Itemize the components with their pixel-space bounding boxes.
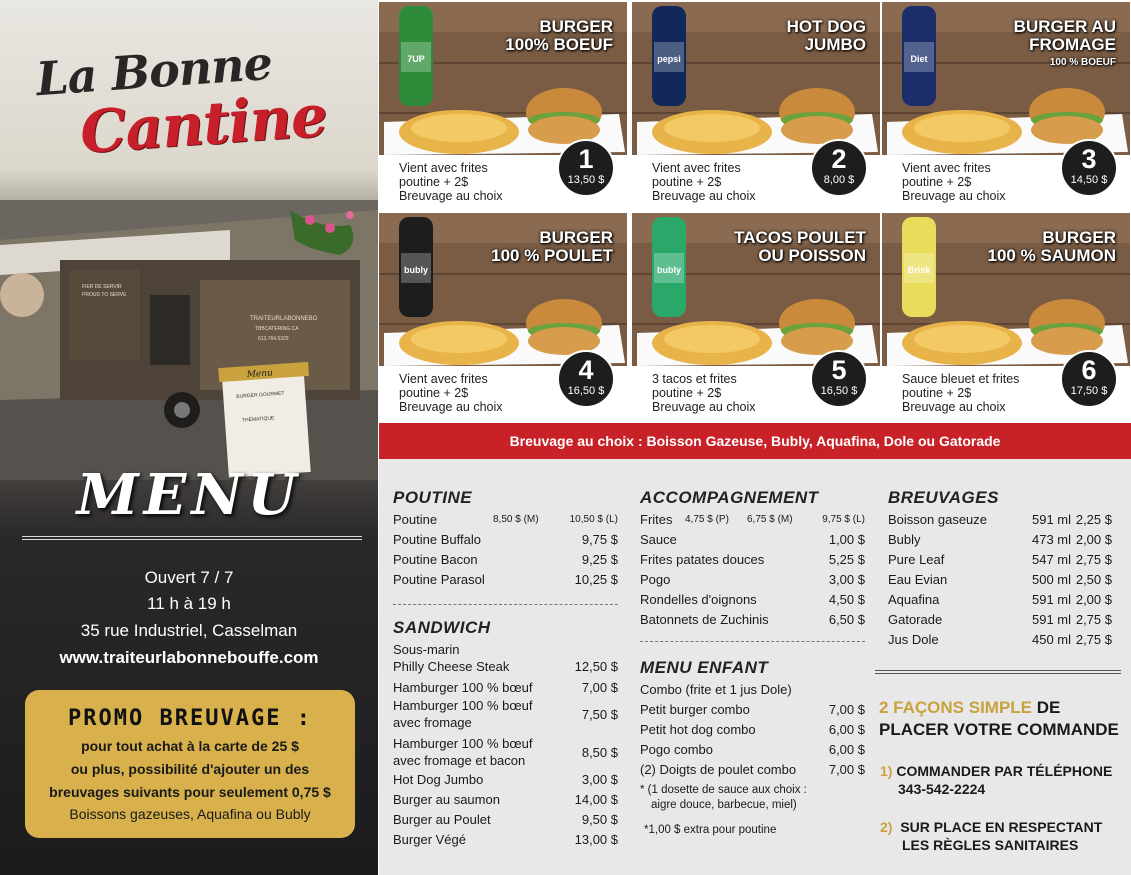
item-price: 2,75 $ xyxy=(1075,552,1112,567)
enfant-note-1: * (1 dosette de sauce aux choix : xyxy=(640,784,807,796)
item-price: 9,25 $ xyxy=(581,552,618,567)
item-size: 591 ml xyxy=(1032,592,1072,607)
item-name: Pogo xyxy=(640,572,671,587)
menu-row xyxy=(393,659,618,679)
website-link[interactable]: www.traiteurlabonnebouffe.com xyxy=(59,648,319,667)
item-price: 7,00 $ xyxy=(581,680,618,695)
item-name: Bubly xyxy=(888,532,921,547)
item-name: Pogo combo xyxy=(640,742,713,757)
item-name: Frites patates douces xyxy=(640,552,765,567)
combo-price-badge xyxy=(810,139,868,197)
item-price-l: 9,75 $ (L) xyxy=(822,514,865,525)
truck-sign-1: FIER DE SERVIR xyxy=(82,284,122,290)
item-price: 9,75 $ xyxy=(581,532,618,547)
item-price: 5,25 $ xyxy=(828,552,865,567)
combo-number: 6 xyxy=(1081,355,1097,385)
combo-title-line1: TACOS POULET xyxy=(734,228,866,247)
combo-price: 16,50 $ xyxy=(820,385,858,397)
item-name: Gatorade xyxy=(888,612,943,627)
menu-row xyxy=(393,745,618,773)
combo-title-line1: BURGER xyxy=(539,17,613,36)
item-name: Hamburger 100 % bœuf xyxy=(393,736,533,751)
drinks-choice-band: Breuvage au choix : Boisson Gazeuse, Bubly, Aquafina, Dole ou Gatorade xyxy=(379,423,1131,459)
combo-description xyxy=(902,161,1006,203)
item-price: 3,00 $ xyxy=(581,772,618,787)
item-size: 547 ml xyxy=(1032,552,1072,567)
combo-price: 8,00 $ xyxy=(823,174,855,186)
item-name: Jus Dole xyxy=(888,632,939,647)
item-name: Boisson gaseuze xyxy=(888,512,988,527)
item-price: 12,50 $ xyxy=(574,659,618,674)
divider-double xyxy=(22,536,362,540)
combo-desc-line: poutine + 2$ xyxy=(399,175,469,189)
step2-text2: LES RÈGLES SANITAIRES xyxy=(902,837,1079,853)
combo-title xyxy=(505,18,613,54)
combo-number: 2 xyxy=(831,144,847,174)
combo-price: 14,50 $ xyxy=(1070,174,1108,186)
enfant-note-3: *1,00 $ extra pour poutine xyxy=(644,824,777,836)
combo-description xyxy=(399,372,503,414)
item-name: (2) Doigts de poulet combo xyxy=(640,762,797,777)
item-name: Petit hot dog combo xyxy=(640,722,756,737)
section-title-enfant: MENU ENFANT xyxy=(640,658,769,677)
promo-box xyxy=(25,690,355,838)
item-price-p: 4,75 $ (P) xyxy=(685,514,729,525)
board-title: Menu xyxy=(246,368,274,381)
menu-row xyxy=(393,832,618,852)
dashed-divider xyxy=(640,641,865,642)
item-price: 2,25 $ xyxy=(1075,512,1112,527)
combo-tile[interactable] xyxy=(632,213,880,418)
combo-desc-line: Sauce bleuet et frites xyxy=(902,372,1020,386)
menu-row xyxy=(888,552,1112,572)
menu-row xyxy=(640,512,865,532)
bottle-label: Brisk xyxy=(907,265,931,275)
item-price: 2,75 $ xyxy=(1075,612,1112,627)
menu-row xyxy=(640,682,865,702)
item-name: Burger au Poulet xyxy=(393,812,491,827)
menu-row xyxy=(640,742,865,762)
combo-price: 13,50 $ xyxy=(567,174,605,186)
menu-row xyxy=(393,552,618,572)
item-price: 2,75 $ xyxy=(1075,632,1112,647)
menu-row xyxy=(393,512,618,532)
combo-number: 5 xyxy=(831,355,847,385)
combo-title-line2: JUMBO xyxy=(804,35,866,54)
combo-price-badge xyxy=(810,350,868,408)
item-name: Frites xyxy=(640,512,673,527)
promo-title: PROMO BREUVAGE : xyxy=(68,706,312,731)
truck-text-3: 613.764.5329 xyxy=(258,336,289,342)
section-title-sandwich: SANDWICH xyxy=(393,618,491,637)
item-name: Rondelles d'oignons xyxy=(640,592,757,607)
item-size: 591 ml xyxy=(1032,612,1072,627)
item-price-m: 6,75 $ (M) xyxy=(747,514,793,525)
combo-desc-line: Breuvage au choix xyxy=(652,189,756,203)
item-price: 2,00 $ xyxy=(1075,532,1112,547)
combo-price: 17,50 $ xyxy=(1070,385,1108,397)
item-name: Batonnets de Zuchinis xyxy=(640,612,769,627)
combo-price-badge xyxy=(557,139,615,197)
combo-title-line3: 100 % BOEUF xyxy=(1049,57,1116,68)
dashed-divider xyxy=(393,604,618,605)
item-name: Hamburger 100 % bœuf xyxy=(393,680,533,695)
item-price: 2,50 $ xyxy=(1075,572,1112,587)
menu-row xyxy=(640,572,865,592)
combo-title xyxy=(1014,18,1116,72)
brand-logo-line1: La Bonne xyxy=(34,35,274,107)
item-size: 500 ml xyxy=(1032,572,1072,587)
enfant-note-2: aigre douce, barbecue, miel) xyxy=(651,799,797,811)
combo-desc-line: Breuvage au choix xyxy=(399,189,503,203)
menu-row xyxy=(888,572,1112,592)
item-size: 473 ml xyxy=(1032,532,1072,547)
item-name: Poutine Bacon xyxy=(393,552,478,567)
howto-title-line2: PLACER VOTRE COMMANDE xyxy=(879,720,1119,739)
item-price: 8,50 $ xyxy=(581,745,618,760)
menu-row xyxy=(393,772,618,792)
item-name: Aquafina xyxy=(888,592,940,607)
promo-line-3: breuvages suivants pour seulement 0,75 $ xyxy=(49,784,331,800)
combo-description xyxy=(399,161,503,203)
menu-row xyxy=(640,702,865,722)
promo-line-2: ou plus, possibilité d'ajouter un des xyxy=(70,761,310,777)
combo-title-line2: OU POISSON xyxy=(758,246,866,265)
item-size: 450 ml xyxy=(1032,632,1072,647)
bottle-label: bubly xyxy=(404,265,428,275)
item-name: Hot Dog Jumbo xyxy=(393,772,484,787)
combo-tile[interactable] xyxy=(379,2,627,207)
item-size: 591 ml xyxy=(1032,512,1072,527)
hours-time: 11 h à 19 h xyxy=(147,594,231,613)
combo-title xyxy=(734,229,866,265)
howto-step-onsite xyxy=(880,818,1102,854)
howto-title xyxy=(879,697,1119,741)
menu-row xyxy=(640,762,865,782)
combo-title xyxy=(491,229,613,265)
combo-desc-line: Vient avec frites xyxy=(399,372,488,386)
phone-number[interactable]: 343-542-2224 xyxy=(898,781,986,797)
combo-tile[interactable] xyxy=(632,2,880,207)
truck-text-2: TBBCATERING.CA xyxy=(255,326,299,332)
item-name: Pure Leaf xyxy=(888,552,945,567)
item-price-l: 10,50 $ (L) xyxy=(569,514,618,525)
step1-number: 1) xyxy=(880,763,893,779)
bottle-label: bubly xyxy=(657,265,681,275)
truck-sign-2: PROUD TO SERVE xyxy=(82,292,127,298)
item-name-line2: avec fromage xyxy=(393,715,472,730)
menu-row xyxy=(640,552,865,572)
board-line-1: BURGER GOURMET xyxy=(236,390,285,400)
item-price: 1,00 $ xyxy=(828,532,865,547)
combo-price: 16,50 $ xyxy=(567,385,605,397)
combo-title-line2: FROMAGE xyxy=(1029,35,1116,54)
combo-desc-line: Vient avec frites xyxy=(652,161,741,175)
combo-desc-line: poutine + 2$ xyxy=(652,175,722,189)
menu-row xyxy=(888,512,1112,532)
item-name: Poutine Buffalo xyxy=(393,532,481,547)
bottle-label: pepsi xyxy=(657,54,681,64)
menu-row xyxy=(640,722,865,742)
promo-line-4: Boissons gazeuses, Aquafina ou Bubly xyxy=(69,806,311,822)
menu-row xyxy=(888,612,1112,632)
menu-row xyxy=(393,532,618,552)
menu-row xyxy=(393,812,618,832)
hours-days: Ouvert 7 / 7 xyxy=(144,568,234,587)
howto-divider xyxy=(875,670,1121,674)
menu-row xyxy=(393,792,618,812)
item-price: 3,00 $ xyxy=(828,572,865,587)
step2-number: 2) xyxy=(880,819,893,835)
item-name: Sauce xyxy=(640,532,677,547)
menu-row xyxy=(640,592,865,612)
combo-desc-line: Breuvage au choix xyxy=(902,400,1006,414)
enfant-subtitle: Combo (frite et 1 jus Dole) xyxy=(640,682,792,697)
section-title-poutine: POUTINE xyxy=(393,488,473,507)
combo-desc-line: Breuvage au choix xyxy=(902,189,1006,203)
left-panel xyxy=(0,0,378,875)
menu-row xyxy=(888,532,1112,552)
combo-description xyxy=(652,161,756,203)
combo-price-badge xyxy=(557,350,615,408)
item-name: Eau Evian xyxy=(888,572,948,587)
item-price: 10,25 $ xyxy=(574,572,618,587)
promo-line-1: pour tout achat à la carte de 25 $ xyxy=(81,738,299,754)
item-price: 14,00 $ xyxy=(574,792,618,807)
item-name: Burger Végé xyxy=(393,832,466,847)
board-line-2: THÉMATIQUE xyxy=(241,415,275,424)
item-name: Hamburger 100 % bœuf xyxy=(393,698,533,713)
brand-logo-line2: Cantine xyxy=(77,81,329,167)
bottle-label: Diet xyxy=(910,54,928,64)
combo-title xyxy=(787,18,866,54)
combo-number: 1 xyxy=(578,144,594,174)
item-price: 9,50 $ xyxy=(581,812,618,827)
step1-text: COMMANDER PAR TÉLÉPHONE xyxy=(896,763,1113,779)
howto-title-gold: 2 FAÇONS SIMPLE xyxy=(879,698,1033,717)
item-name: Poutine Parasol xyxy=(393,572,485,587)
section-title-accompagnement: ACCOMPAGNEMENT xyxy=(640,488,819,507)
combo-desc-line: Vient avec frites xyxy=(399,161,488,175)
combo-desc-line: Vient avec frites xyxy=(902,161,991,175)
menu-row xyxy=(888,632,1112,652)
item-price: 2,00 $ xyxy=(1075,592,1112,607)
menu-title: MENU xyxy=(76,462,302,528)
item-price: 7,50 $ xyxy=(581,707,618,722)
menu-row xyxy=(393,680,618,700)
combo-title-line2: 100 % POULET xyxy=(491,246,613,265)
item-price: 13,00 $ xyxy=(574,832,618,847)
step2-text: SUR PLACE EN RESPECTANT xyxy=(900,819,1103,835)
item-price: 7,00 $ xyxy=(828,702,865,717)
menu-row xyxy=(393,707,618,735)
combo-desc-line: poutine + 2$ xyxy=(902,175,972,189)
item-name-line2: avec fromage et bacon xyxy=(393,753,526,768)
item-name-line2: Philly Cheese Steak xyxy=(393,659,510,674)
menu-row xyxy=(640,612,865,632)
item-name: Sous-marin xyxy=(393,642,460,657)
combo-title-line1: BURGER xyxy=(539,228,613,247)
truck-text-1: TRAITEURLABONNEBO xyxy=(250,316,318,322)
howto-step-phone xyxy=(880,762,1112,798)
combo-desc-line: poutine + 2$ xyxy=(652,386,722,400)
menu-row xyxy=(640,532,865,552)
item-price: 6,00 $ xyxy=(828,742,865,757)
menu-row xyxy=(393,572,618,592)
combo-title-line2: 100% BOEUF xyxy=(505,35,613,54)
combo-title-line1: HOT DOG xyxy=(786,17,866,36)
combo-desc-line: Breuvage au choix xyxy=(399,400,503,414)
item-price: 4,50 $ xyxy=(828,592,865,607)
item-price: 7,00 $ xyxy=(828,762,865,777)
item-price-m: 8,50 $ (M) xyxy=(493,514,539,525)
combo-description xyxy=(652,372,756,414)
item-name: Burger au saumon xyxy=(393,792,500,807)
food-truck-photo xyxy=(0,200,378,480)
bottle-label: 7UP xyxy=(407,54,425,64)
combo-desc-line: Breuvage au choix xyxy=(652,400,756,414)
combo-tile[interactable] xyxy=(882,2,1130,207)
combo-tile[interactable] xyxy=(882,213,1130,418)
section-title-breuvages: BREUVAGES xyxy=(888,488,999,507)
howto-title-rest: DE xyxy=(1036,698,1061,717)
item-price: 6,00 $ xyxy=(828,722,865,737)
item-name: Petit burger combo xyxy=(640,702,750,717)
combo-title-line1: BURGER xyxy=(1042,228,1116,247)
combo-price-badge xyxy=(1060,139,1118,197)
combo-number: 4 xyxy=(578,355,594,385)
combo-description xyxy=(902,372,1019,414)
combo-tile[interactable] xyxy=(379,213,627,418)
combo-title-line1: BURGER AU xyxy=(1013,17,1116,36)
address: 35 rue Industriel, Casselman xyxy=(80,621,298,640)
combo-title xyxy=(988,229,1116,265)
combo-desc-line: poutine + 2$ xyxy=(399,386,469,400)
combo-desc-line: poutine + 2$ xyxy=(902,386,972,400)
combo-desc-line: 3 tacos et frites xyxy=(652,372,737,386)
combo-price-badge xyxy=(1060,350,1118,408)
item-price: 6,50 $ xyxy=(828,612,865,627)
combo-title-line2: 100 % SAUMON xyxy=(987,246,1116,265)
combo-number: 3 xyxy=(1081,144,1097,174)
menu-row xyxy=(888,592,1112,612)
item-name: Poutine xyxy=(393,512,438,527)
